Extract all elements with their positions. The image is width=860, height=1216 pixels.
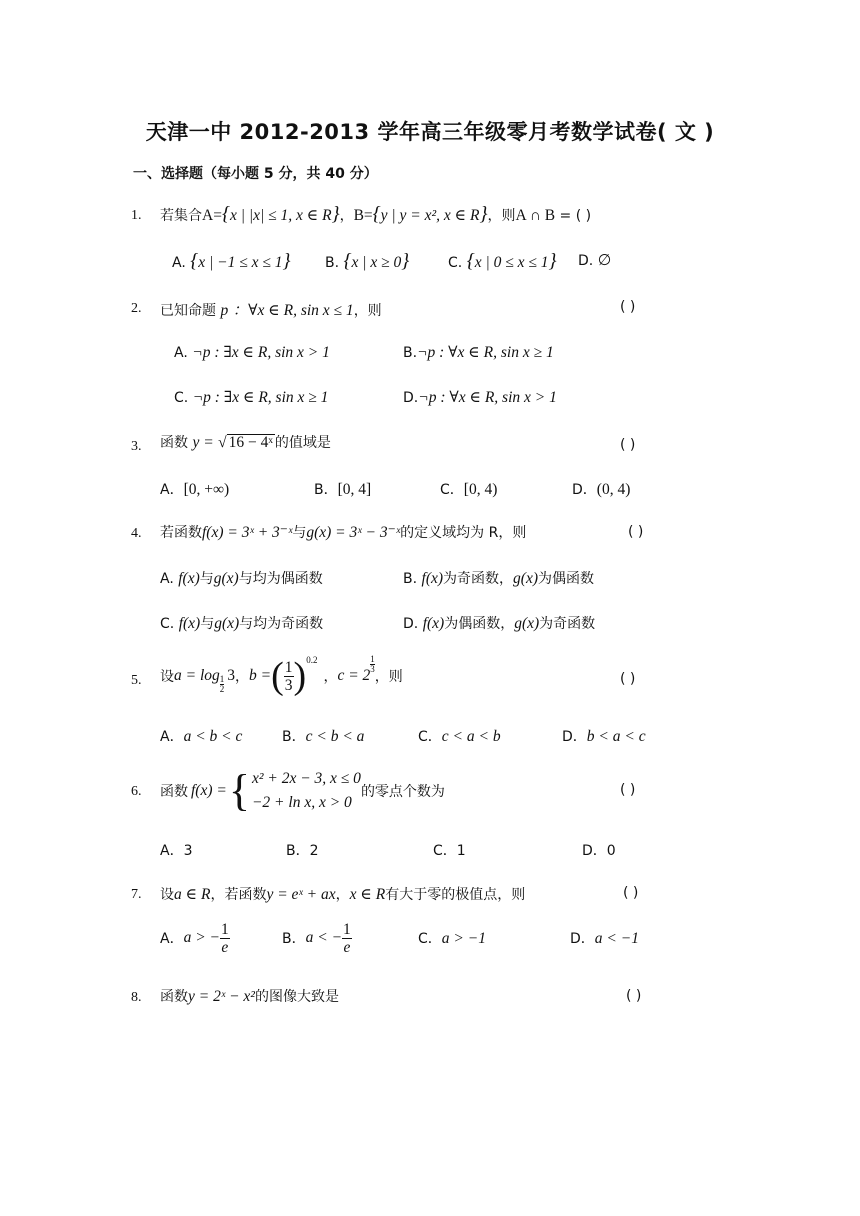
fraction: $\frac{1}{3}$ <box>284 658 293 694</box>
option-a: A． a > − $\frac{1}{e}$ <box>160 920 229 956</box>
option-c: C. {x | 0 ≤ x ≤ 1} <box>448 250 557 272</box>
answer-blank: ( ) <box>626 988 642 1004</box>
question-stem: 若函数f(x) = 3ˣ + 3⁻ˣ与g(x) = 3ˣ − 3⁻ˣ的定义域均为 R，则 <box>160 524 527 541</box>
option-c: C. f(x)与g(x)与均为奇函数 <box>160 615 324 632</box>
answer-blank: ( ) <box>628 524 644 540</box>
answer-blank: ( ) <box>620 299 636 315</box>
option-c: C．a > −1 <box>418 930 486 947</box>
option-b: B． a < − $\frac{1}{e}$ <box>282 920 351 956</box>
option-d: D．0 <box>582 843 616 859</box>
option-b: B. f(x)为奇函数，g(x)为偶函数 <box>403 570 594 587</box>
piecewise-cases: x² + 2x − 3, x ≤ 0 −2 + ln x, x > 0 <box>251 770 361 811</box>
option-a: A．[0, +∞) <box>160 481 230 498</box>
question-number: 7. <box>131 887 142 902</box>
question-stem: 函数y = 2ˣ − x²的图像大致是 <box>160 988 339 1005</box>
brace: { <box>228 766 250 815</box>
option-a: A．a < b < c <box>160 728 243 745</box>
answer-blank: ( ) <box>620 437 636 453</box>
answer-blank: ( ) <box>620 782 636 798</box>
fraction: $\frac{1}{e}$ <box>221 920 229 956</box>
option-a: A. f(x)与g(x)与均为偶函数 <box>160 570 323 587</box>
section-heading: 一、选择题（每小题 5 分，共 40 分） <box>133 166 378 182</box>
question-number: 5. <box>131 673 142 688</box>
log-base-fraction: 1 2 <box>219 673 225 694</box>
option-a: A．3 <box>160 843 193 859</box>
question-stem: 设a ∈ R，若函数y = eˣ + ax，x ∈ R有大于零的极值点，则 <box>160 886 526 903</box>
exam-title: 天津一中 2012-2013 学年高三年级零月考数学试卷( 文 ) <box>145 120 715 144</box>
question-stem: 函数 f(x) = { x² + 2x − 3, x ≤ 0 −2 + ln x, x > 0 的零点个数为 <box>160 766 445 815</box>
option-c: C．[0, 4) <box>440 481 498 498</box>
question-number: 6. <box>131 784 142 799</box>
question-stem: 设 a = log 1 2 3 ， b = ( $\frac{1}{3}$ ) 0.2 ， c = 2 1 3 ，则 <box>160 654 403 697</box>
answer-blank: ( ) <box>623 885 639 901</box>
option-b: B．[0, 4] <box>314 481 372 498</box>
question-number: 8. <box>131 990 142 1005</box>
option-a: A. {x | −1 ≤ x ≤ 1} <box>172 250 291 272</box>
question-number: 4. <box>131 526 142 541</box>
option-d: D.¬p : ∀x ∈ R, sin x > 1 <box>403 389 557 406</box>
question-stem: 已知命题 p ：∀x ∈ R, sin x ≤ 1，则 <box>160 302 382 319</box>
question-stem: 函数 y = √ 16 − 4ˣ 的值域是 <box>160 434 331 451</box>
option-a: A. ¬p : ∃x ∈ R, sin x > 1 <box>174 344 330 361</box>
option-d: D．b < a < c <box>562 728 646 745</box>
question-stem: 若集合A={x | |x| ≤ 1, x ∈ R}，B={y | y = x², x ∈ R}，则A ∩ B = ( ) <box>160 203 592 225</box>
question-number: 2. <box>131 301 142 316</box>
option-b: B. {x | x ≥ 0} <box>325 250 410 272</box>
option-c: C. ¬p : ∃x ∈ R, sin x ≥ 1 <box>174 389 329 406</box>
option-d: D. f(x)为偶函数，g(x)为奇函数 <box>403 615 596 632</box>
option-b: B．c < b < a <box>282 728 365 745</box>
option-d: D．a < −1 <box>570 930 639 947</box>
exponent-fraction: 1 3 <box>370 654 375 674</box>
answer-blank: ( ) <box>620 671 636 687</box>
option-d: D. ∅ <box>578 252 612 269</box>
question-number: 3. <box>131 439 142 454</box>
option-b: B．2 <box>286 843 319 859</box>
question-number: 1. <box>131 208 142 223</box>
option-b: B.¬p : ∀x ∈ R, sin x ≥ 1 <box>403 344 554 361</box>
option-c: C．1 <box>433 843 466 859</box>
fraction: $\frac{1}{e}$ <box>343 920 351 956</box>
option-d: D．(0, 4) <box>572 481 631 498</box>
option-c: C．c < a < b <box>418 728 501 745</box>
